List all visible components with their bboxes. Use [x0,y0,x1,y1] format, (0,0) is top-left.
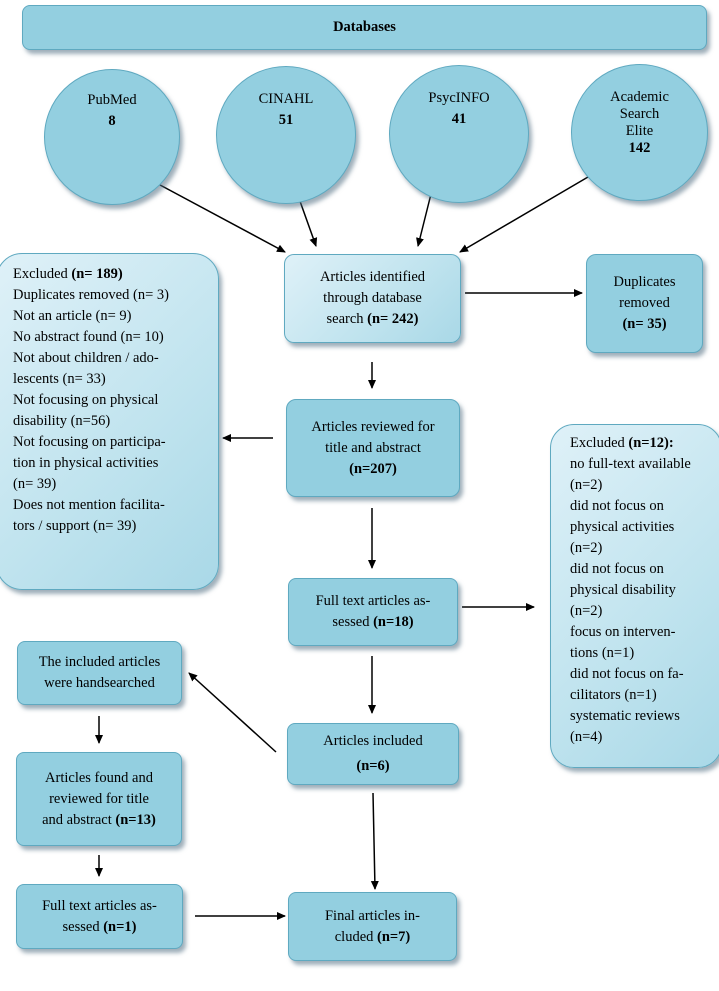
final-count: (n=7) [377,928,411,945]
excluded-left-box [0,253,219,590]
final-prefix: cluded [334,928,374,945]
excluded-right-box [550,424,719,768]
excluded-right-line: cilitators (n=1) [570,687,657,703]
excluded-right-line: (n=2) [570,477,603,493]
fulltext-line: Full text articles as- [315,593,431,609]
found-prefix: and abstract [42,811,112,828]
database-name-line: Search [619,106,660,122]
excluded-left-line: Not focusing on participa- [13,434,166,450]
fulltext-count: (n=18) [373,614,414,630]
database-psycinfo [389,65,529,203]
duplicates-removed-box [586,254,703,353]
excluded-left-title: Excluded [13,266,68,282]
articles-included-box [287,723,459,785]
excluded-left-count: (n= 189) [71,266,123,282]
found-line: Articles found and [45,769,153,786]
excluded-left-line: disability (n=56) [13,413,111,429]
handsearched-box [17,641,182,705]
excluded-right-line: physical disability [570,582,676,598]
fulltext2-line: Full text articles as- [42,897,157,914]
reviewed-line: Articles reviewed for [311,418,435,435]
identified-prefix: search [326,311,364,327]
arrow-psycinfo-to-identified [418,190,432,246]
excluded-right-line: (n=2) [570,540,603,556]
identified-line: through database [323,290,422,306]
handsearched-line: were handsearched [44,675,155,691]
handsearched-line: The included articles [38,654,161,670]
excluded-left-line: Does not mention facilita- [13,497,165,513]
excluded-right-line: did not focus on [570,498,664,514]
identified-count: (n= 242) [367,311,419,327]
excluded-left-line: tors / support (n= 39) [13,518,137,534]
database-name: CINAHL [258,91,314,107]
fulltext-assessed-box [288,578,458,646]
duplicates-line: Duplicates [613,274,676,290]
included-label: Articles included [323,733,423,749]
database-academic-search-elite [571,64,708,201]
databases-header [22,5,707,50]
included-count: (n=6) [356,758,390,774]
database-cinahl [216,66,356,204]
excluded-left-line: Not focusing on physical [13,392,159,408]
reviewed-line: title and abstract [325,439,421,456]
arrow-included-to-handsearched [189,673,276,752]
found-line: reviewed for title [49,790,149,807]
fulltext-assessed-2-box [16,884,183,949]
database-name: PsycINFO [428,90,490,106]
excluded-right-line: systematic reviews [570,708,680,724]
excluded-right-line: (n=4) [570,729,603,745]
fulltext2-prefix: sessed [62,918,100,935]
excluded-left-line: lescents (n= 33) [13,371,106,387]
fulltext2-count: (n=1) [103,918,137,935]
arrow-included-to-final [373,793,375,889]
database-count: 142 [628,140,651,156]
articles-reviewed-box [286,399,460,497]
reviewed-count: (n=207) [349,460,397,477]
excluded-right-title: Excluded [570,435,625,451]
duplicates-count: (n= 35) [622,316,667,332]
excluded-right-line: tions (n=1) [570,645,635,661]
excluded-left-line: Duplicates removed (n= 3) [13,287,169,303]
database-name: PubMed [87,92,137,108]
fulltext-prefix: sessed [332,614,370,630]
databases-title: Databases [333,19,396,35]
excluded-right-line: (n=2) [570,603,603,619]
final-articles-box [288,892,457,961]
duplicates-line: removed [619,295,670,311]
database-count: 41 [451,111,467,127]
database-name-line: Academic [610,89,669,105]
excluded-left-line: tion in physical activities [13,455,159,471]
excluded-left-line: Not about children / ado- [13,350,159,366]
articles-identified-box [284,254,461,343]
excluded-right-line: physical activities [570,519,675,535]
excluded-right-line: no full-text available [570,456,691,472]
database-count: 51 [278,112,294,128]
articles-found-box [16,752,182,846]
found-count: (n=13) [115,811,156,828]
excluded-left-line: Not an article (n= 9) [13,308,132,324]
identified-line: Articles identified [319,269,426,285]
excluded-left-line: No abstract found (n= 10) [13,329,164,345]
excluded-right-line: did not focus on fa- [570,666,684,682]
database-pubmed [44,69,180,205]
database-name-line: Elite [625,123,654,139]
excluded-right-line: did not focus on [570,561,664,577]
excluded-left-line: (n= 39) [13,476,57,492]
excluded-right-line: focus on interven- [570,624,676,640]
excluded-right-count: (n=12): [628,435,674,451]
final-line: Final articles in- [324,907,421,924]
database-count: 8 [108,113,116,129]
